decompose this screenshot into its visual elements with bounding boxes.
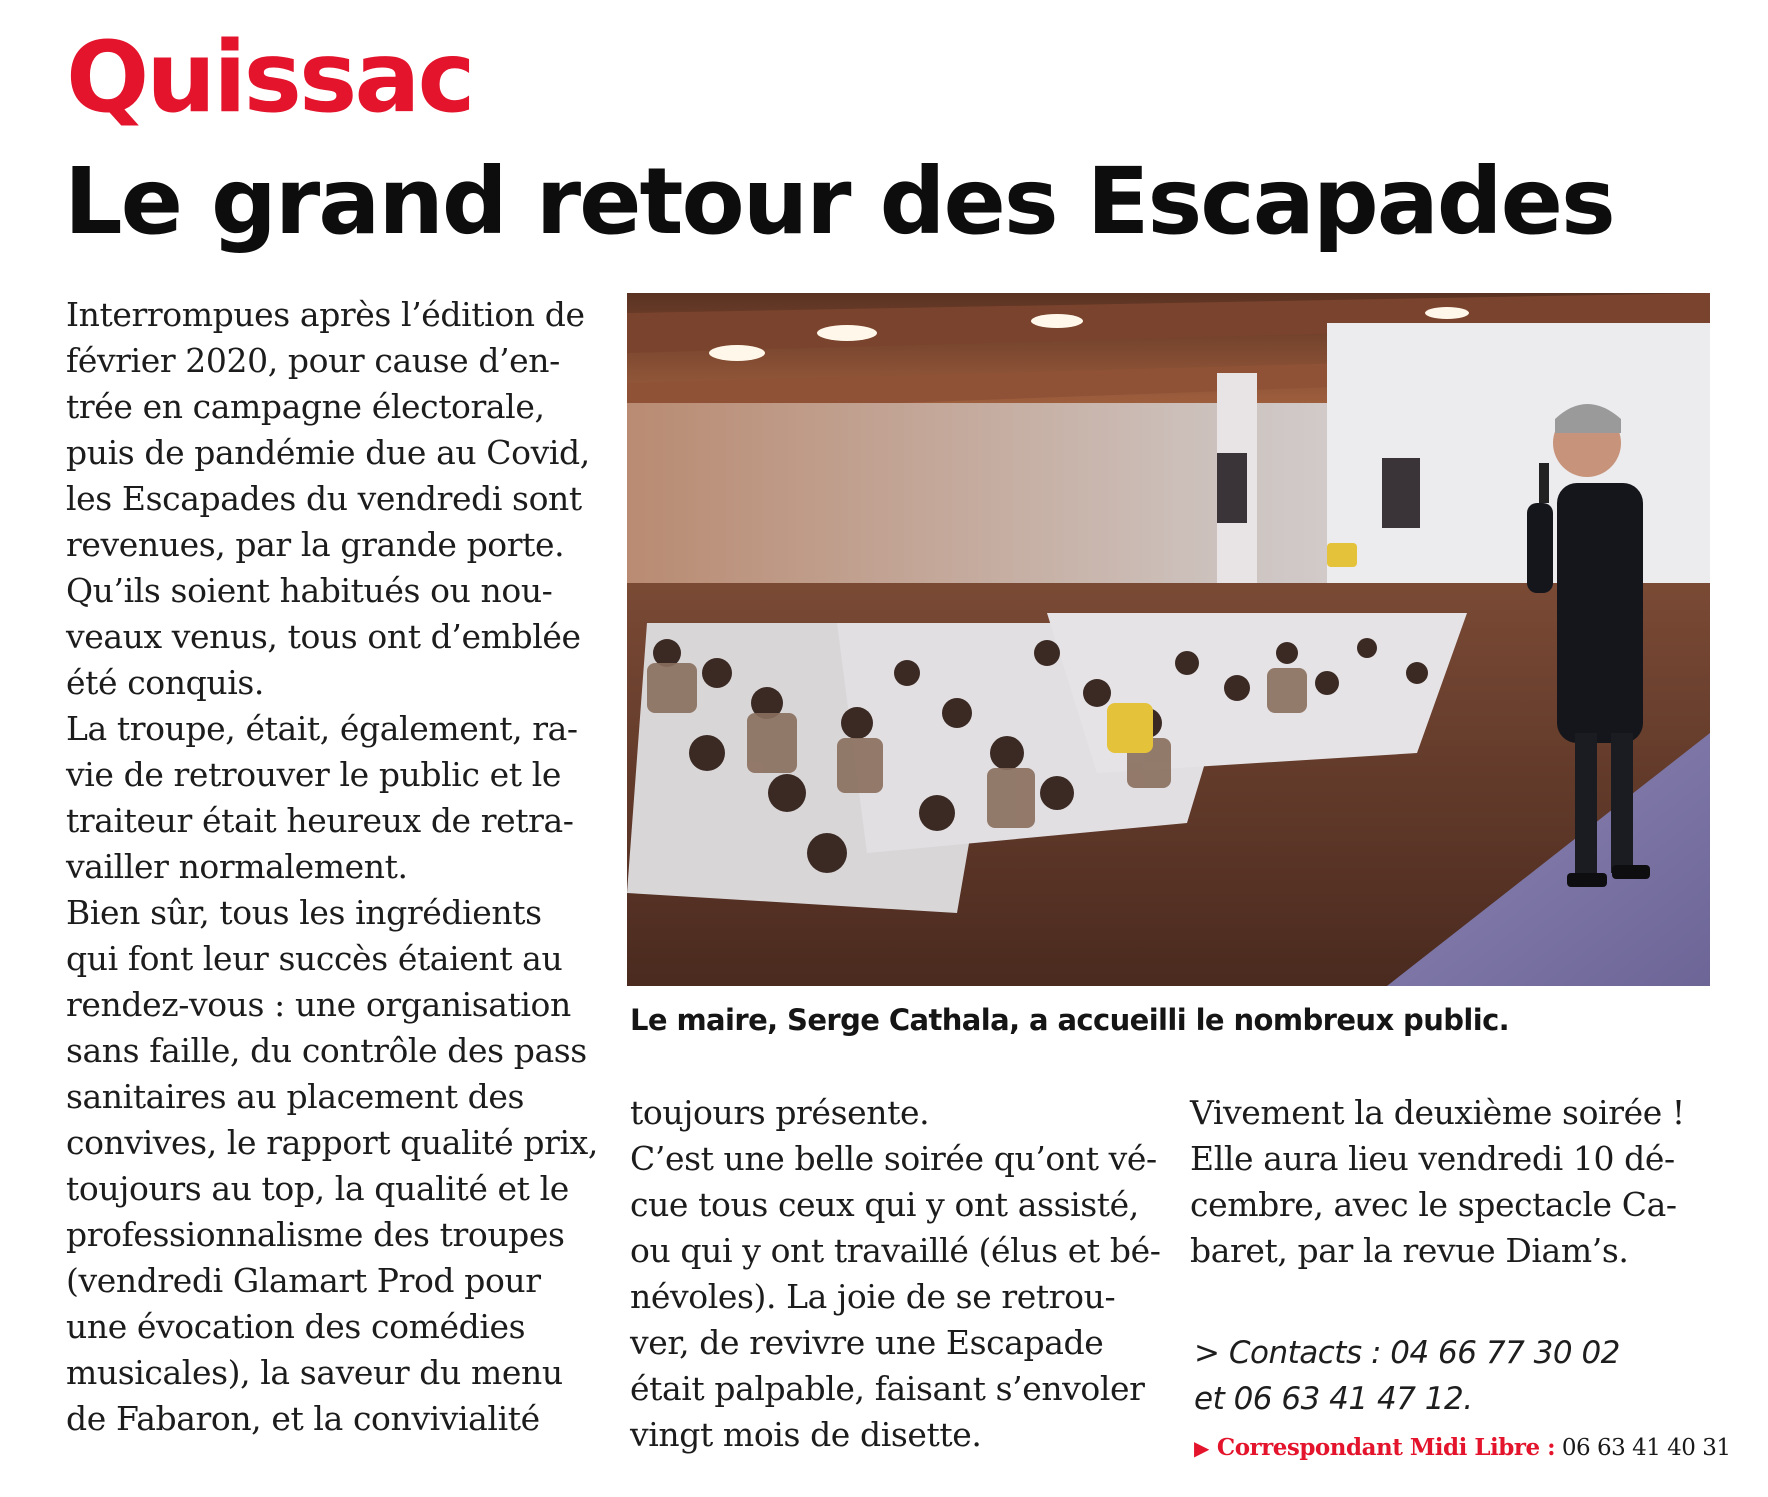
correspondent-label: Correspondant Midi Libre : <box>1216 1434 1556 1461</box>
text-line: une évocation des comédies <box>66 1307 526 1346</box>
correspondent-phone: 06 63 41 40 31 <box>1561 1435 1731 1461</box>
text-line: revenues, par la grande porte. <box>66 525 565 564</box>
article-column-1 <box>66 292 598 1442</box>
text-line: La troupe, était, également, ra- <box>66 709 578 748</box>
event-photo <box>627 293 1710 986</box>
text-line: sans faille, du contrôle des pass <box>66 1031 587 1070</box>
text-line: Vivement la deuxième soirée ! <box>1190 1093 1685 1132</box>
triangle-right-icon: ▶ <box>1194 1436 1209 1460</box>
text-line: toujours au top, la qualité et le <box>66 1169 569 1208</box>
kicker-town: Quissac <box>66 21 473 135</box>
text-line: veaux venus, tous ont d’emblée <box>66 617 581 656</box>
contacts-line: et 06 63 41 47 12. <box>1194 1381 1473 1417</box>
text-line: Interrompues après l’édition de <box>66 295 585 334</box>
text-line: convives, le rapport qualité prix, <box>66 1123 598 1162</box>
photo-caption: Le maire, Serge Cathala, a accueilli le nombreux public. <box>630 1003 1510 1037</box>
text-line: puis de pandémie due au Covid, <box>66 433 590 472</box>
text-line: ou qui y ont travaillé (élus et bé- <box>630 1231 1161 1270</box>
text-line: était palpable, faisant s’envoler <box>630 1369 1145 1408</box>
text-line: névoles). La joie de se retrou- <box>630 1277 1116 1316</box>
text-line: février 2020, pour cause d’en- <box>66 341 560 380</box>
text-line: musicales), la saveur du menu <box>66 1353 563 1392</box>
text-line: baret, par la revue Diam’s. <box>1190 1231 1629 1270</box>
text-line: trée en campagne électorale, <box>66 387 545 426</box>
text-line: Elle aura lieu vendredi 10 dé- <box>1190 1139 1675 1178</box>
text-line: toujours présente. <box>630 1093 930 1132</box>
article-column-3 <box>1190 1090 1710 1274</box>
text-line: vingt mois de disette. <box>630 1415 982 1454</box>
article-column-2 <box>630 1090 1161 1458</box>
contacts-block <box>1194 1330 1620 1422</box>
text-line: cue tous ceux qui y ont assisté, <box>630 1185 1139 1224</box>
text-line: C’est une belle soirée qu’ont vé- <box>630 1139 1157 1178</box>
text-line: Bien sûr, tous les ingrédients <box>66 893 542 932</box>
text-line: ver, de revivre une Escapade <box>630 1323 1104 1362</box>
text-line: cembre, avec le spectacle Ca- <box>1190 1185 1677 1224</box>
text-line: sanitaires au placement des <box>66 1077 525 1116</box>
contacts-line: > Contacts : 04 66 77 30 02 <box>1194 1335 1620 1371</box>
text-line: été conquis. <box>66 663 264 702</box>
text-line: traiteur était heureux de retra- <box>66 801 574 840</box>
text-line: qui font leur succès étaient au <box>66 939 563 978</box>
text-line: professionnalisme des troupes <box>66 1215 565 1254</box>
text-line: rendez-vous : une organisation <box>66 985 571 1024</box>
correspondent-credit <box>1194 1428 1731 1468</box>
text-line: Qu’ils soient habitués ou nou- <box>66 571 553 610</box>
text-line: vailler normalement. <box>66 847 408 886</box>
text-line: les Escapades du vendredi sont <box>66 479 582 518</box>
text-line: vie de retrouver le public et le <box>66 755 561 794</box>
article-headline: Le grand retour des Escapades <box>64 148 1614 255</box>
text-line: de Fabaron, et la convivialité <box>66 1399 540 1438</box>
text-line: (vendredi Glamart Prod pour <box>66 1261 541 1300</box>
